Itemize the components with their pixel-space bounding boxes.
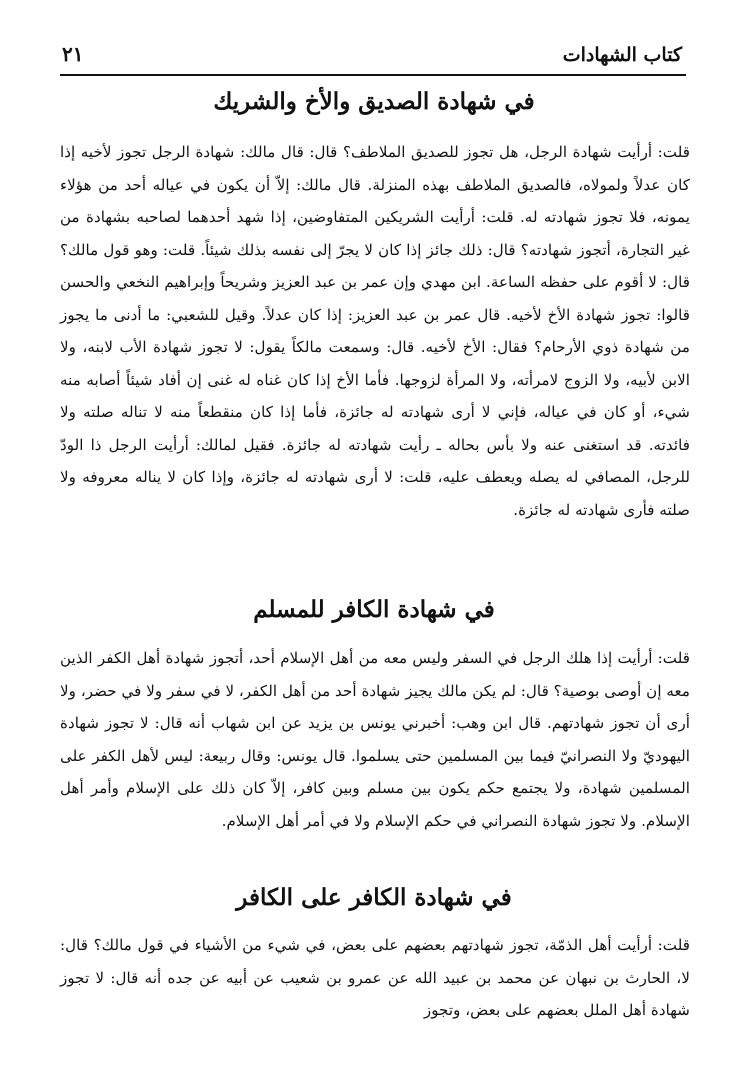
section-body-friend-brother-partner: قلت: أرأيت شهادة الرجل، هل تجوز للصديق الملاطف؟ قال: قال مالك: شهادة الرجل تجوز لأخيه إذا كان عدلاً ولمولاه، فالصديق الملاطف بهذه المنزلة. قال مالك: إلاّ أن يكون في عياله أحد من هؤلاء يمونه، فلا تجوز شهادته له. قلت: أرأيت الشريكين المتفاوضين، إذا شهد أحدهما لصاحبه بشهادة من غير التجارة، أتجوز شهادته؟ قال: ذلك جائز إذا كان لا يجرّ إلى نفسه بذلك شيئاً. قلت: وهو قول مالك؟ قال: لا أقوم على حفظه الساعة. ابن مهدي وإن عمر بن عبد العزيز وشريحاً وإبراهيم النخعي والحسن قالوا: تجوز شهادة الأخ لأخيه. قال عمر بن عبد العزيز: إذا كان عدلاً. وقيل للشعبي: ما أدنى ما يجوز من شهادة ذوي الأرحام؟ فقال: الأخ لأخيه. قال: وسمعت مالكاً يقول: لا تجوز شهادة الأب لابنه، ولا الابن لأبيه، ولا الزوج لامرأته، ولا المرأة لزوجها. فأما الأخ إذا كان غناه له غنى إن أفاد شيئاً أصابه منه شيء، أو كان في عياله، فإني لا أرى شهادته له جائزة، فأما إذا كان منقطعاً منه لا تناله صلته ولا فائدته. قد استغنى عنه ولا بأس بحاله ـ رأيت شهادته له جائزة. فقيل لمالك: أرأيت الرجل ذا الودّ للرجل، المصافي له يصله ويعطف عليه، قلت: لا أرى شهادته له جائزة، وإذا كان لا يناله معروفه ولا صلته فأرى شهادته له جائزة. (60, 143, 690, 519)
section-body-disbeliever-on-disbeliever: قلت: أرأيت أهل الذمّة، تجوز شهادتهم بعضهم على بعض، في شيء من الأشياء في قول مالك؟ قال: لا، الحارث بن نبهان عن محمد بن عبيد الله عن عمرو بن شعيب عن أبيه عن جده أنه قال: لا تجوز شهادة أهل الملل بعضهم على بعض، وتجوز (60, 936, 690, 1019)
section-heading-friend-brother-partner: في شهادة الصديق والأخ والشريك (213, 88, 535, 115)
section-heading-disbeliever-on-disbeliever: في شهادة الكافر على الكافر (236, 884, 512, 911)
book-title: كتاب الشهادات (562, 44, 682, 66)
page-number: ٢١ (62, 42, 84, 66)
section-heading-disbeliever-for-muslim: في شهادة الكافر للمسلم (253, 596, 495, 623)
section-body-disbeliever-for-muslim: قلت: أرأيت إذا هلك الرجل في السفر وليس معه من أهل الإسلام أحد، أتجوز شهادة أهل الكفر الذين معه إن أوصى بوصية؟ قال: لم يكن مالك يجيز شهادة أحد من أهل الكفر، لا في سفر ولا في حضر، ولا أرى أن تجوز شهادتهم. قال ابن وهب: أخبرني يونس بن يزيد عن ابن شهاب أنه قال: لا تجوز شهادة اليهوديّ ولا النصرانيّ فيما بين المسلمين حتى يسلموا. قال يونس: وقال ربيعة: ليس لأهل الكفر على المسلمين شهادة، ولا يجتمع حكم يكون بين مسلم وبين كافر، إلاّ كان ذلك على الإسلام وأمر أهل الإسلام. ولا تجوز شهادة النصراني في حكم الإسلام ولا في أمر أهل الإسلام. (60, 649, 690, 830)
running-header (60, 38, 686, 76)
